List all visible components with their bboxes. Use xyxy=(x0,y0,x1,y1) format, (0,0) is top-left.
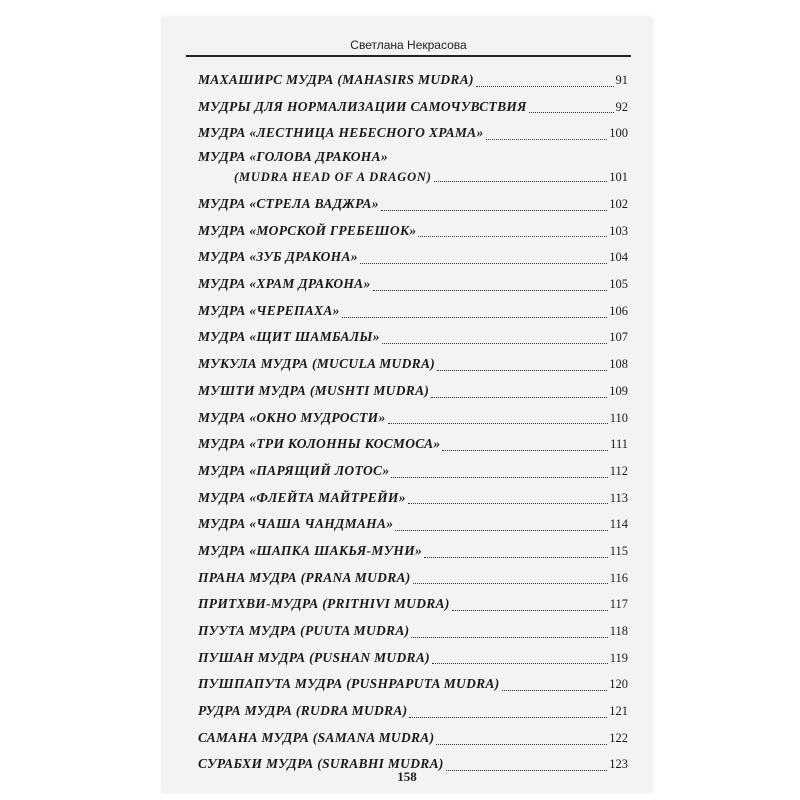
toc-entry xyxy=(198,120,628,147)
toc-entry xyxy=(198,271,628,298)
dot-leader xyxy=(395,530,607,531)
toc-entry-page: 113 xyxy=(609,490,628,505)
toc-entry xyxy=(198,725,628,752)
toc-entry-page: 101 xyxy=(609,170,628,185)
toc-entry-page: 104 xyxy=(609,250,628,265)
toc-entry xyxy=(198,565,628,592)
toc-entry-page: 92 xyxy=(615,99,628,114)
dot-leader xyxy=(413,583,608,584)
toc-entry xyxy=(198,485,628,512)
dot-leader xyxy=(436,744,607,745)
toc-entry-title: МУДРА «ПАРЯЩИЙ ЛОТОС» xyxy=(198,462,390,478)
toc-entry xyxy=(198,458,628,485)
toc-entry-title: ПУШАН МУДРА (PUSHAN MUDRA) xyxy=(198,649,430,665)
toc-entry-page: 103 xyxy=(609,223,628,238)
dot-leader xyxy=(388,423,608,424)
toc-entry-page: 122 xyxy=(609,730,628,745)
toc-entry-page: 117 xyxy=(609,597,628,612)
toc-entry-page: 105 xyxy=(609,277,628,292)
toc-entry-page: 120 xyxy=(609,677,628,692)
dot-leader xyxy=(408,503,608,504)
toc-entry-page: 108 xyxy=(609,357,628,372)
toc-entry-page: 123 xyxy=(609,757,628,772)
dot-leader xyxy=(529,112,614,113)
dot-leader xyxy=(442,450,608,451)
toc-entry-title: МУДРЫ ДЛЯ НОРМАЛИЗАЦИИ САМОЧУВСТВИЯ xyxy=(198,98,527,114)
dot-leader xyxy=(431,397,607,398)
toc-entry xyxy=(198,94,628,121)
toc-entry xyxy=(198,218,628,245)
toc-entry xyxy=(198,298,628,325)
toc-entry-title: СУРАБХИ МУДРА (SURABHI MUDRA) xyxy=(198,756,444,772)
toc-entry-page: 106 xyxy=(609,303,628,318)
toc-entry-title: РУДРА МУДРА (RUDRA MUDRA) xyxy=(198,703,408,719)
dot-leader xyxy=(452,610,608,611)
dot-leader xyxy=(342,317,608,318)
dot-leader xyxy=(476,86,614,87)
toc-entry xyxy=(198,67,628,94)
toc-entry xyxy=(198,538,628,565)
toc-entry-page: 110 xyxy=(609,410,628,425)
author-name: Светлана Некрасова xyxy=(350,38,467,52)
dot-leader xyxy=(391,477,607,478)
toc-entry-page: 121 xyxy=(609,704,628,719)
toc-entry-page: 118 xyxy=(609,624,628,639)
toc-entry xyxy=(198,618,628,645)
toc-entry-page: 112 xyxy=(609,463,628,478)
dot-leader xyxy=(360,263,607,264)
dot-leader xyxy=(382,343,607,344)
toc-entry-title: МУДРА «ЗУБ ДРАКОНА» xyxy=(198,249,358,265)
dot-leader xyxy=(381,210,607,211)
toc-entry-page: 107 xyxy=(609,330,628,345)
page-number: 158 xyxy=(397,769,417,784)
toc-entry-page: 109 xyxy=(609,383,628,398)
running-header xyxy=(186,31,631,57)
dot-leader xyxy=(486,139,608,140)
dot-leader xyxy=(434,181,608,182)
toc-entry-title: МУДРА «СТРЕЛА ВАДЖРА» xyxy=(198,196,379,212)
toc-entry-page: 102 xyxy=(609,197,628,212)
table-of-contents xyxy=(198,67,628,778)
toc-entry-title: МУДРА «ХРАМ ДРАКОНА» xyxy=(198,276,371,292)
toc-entry-subtitle: (MUDRA HEAD OF A DRAGON) xyxy=(234,170,432,185)
toc-entry-title: МУДРА «ЛЕСТНИЦА НЕБЕСНОГО ХРАМА» xyxy=(198,125,484,141)
book-page xyxy=(162,17,652,792)
toc-entry xyxy=(198,698,628,725)
toc-entry xyxy=(198,405,628,432)
toc-entry-page: 100 xyxy=(609,126,628,141)
dot-leader xyxy=(502,690,608,691)
dot-leader xyxy=(432,663,608,664)
toc-entry xyxy=(198,325,628,352)
toc-entry xyxy=(198,431,628,458)
dot-leader xyxy=(437,370,607,371)
toc-entry-page: 119 xyxy=(609,650,628,665)
toc-entry-title: МУДРА «МОРСКОЙ ГРЕБЕШОК» xyxy=(198,222,417,238)
toc-entry xyxy=(198,591,628,618)
toc-entry-title: МУДРА «ОКНО МУДРОСТИ» xyxy=(198,409,386,425)
toc-entry xyxy=(198,671,628,698)
dot-leader xyxy=(409,717,607,718)
dot-leader xyxy=(424,557,608,558)
toc-entry-page: 114 xyxy=(609,517,628,532)
dot-leader xyxy=(411,637,607,638)
toc-entry-title: МУДРА «ШАПКА ШАКЬЯ-МУНИ» xyxy=(198,542,423,558)
toc-entry xyxy=(198,147,628,191)
toc-entry-title: МУДРА «ТРИ КОЛОННЫ КОСМОСА» xyxy=(198,436,441,452)
toc-entry-title: МУДРА «ЧАША ЧАНДМАНА» xyxy=(198,516,394,532)
toc-entry xyxy=(198,351,628,378)
toc-entry xyxy=(198,645,628,672)
toc-entry-title: МУДРА «ГОЛОВА ДРАКОНА» xyxy=(198,149,388,165)
toc-entry xyxy=(198,378,628,405)
toc-entry xyxy=(198,191,628,218)
toc-entry-page: 115 xyxy=(609,543,628,558)
toc-entry-title: МУДРА «ЧЕРЕПАХА» xyxy=(198,302,340,318)
toc-entry-page: 91 xyxy=(615,72,628,87)
toc-entry-title: ПУШПАПУТА МУДРА (PUSHPAPUTA MUDRA) xyxy=(198,676,500,692)
toc-entry xyxy=(198,511,628,538)
toc-entry-title: САМАНА МУДРА (SAMANA MUDRA) xyxy=(198,729,435,745)
toc-entry-title: ПУУТА МУДРА (PUUTA MUDRA) xyxy=(198,623,410,639)
toc-entry-title: МУШТИ МУДРА (MUSHTI MUDRA) xyxy=(198,382,430,398)
toc-entry xyxy=(198,244,628,271)
toc-entry-title: МУДРА «ЩИТ ШАМБАЛЫ» xyxy=(198,329,380,345)
toc-entry-title: ПРАНА МУДРА (PRANA MUDRA) xyxy=(198,569,411,585)
toc-entry-page: 116 xyxy=(609,570,628,585)
toc-entry-title: МУКУЛА МУДРА (MUCULA MUDRA) xyxy=(198,356,436,372)
toc-entry-title: МУДРА «ФЛЕЙТА МАЙТРЕЙИ» xyxy=(198,489,406,505)
toc-entry-title: ПРИТХВИ-МУДРА (PRITHIVI MUDRA) xyxy=(198,596,450,612)
dot-leader xyxy=(373,290,608,291)
toc-entry-title: МАХАШИРС МУДРА (MAHASIRS MUDRA) xyxy=(198,71,474,87)
toc-entry-page: 111 xyxy=(610,437,628,452)
dot-leader xyxy=(418,236,607,237)
